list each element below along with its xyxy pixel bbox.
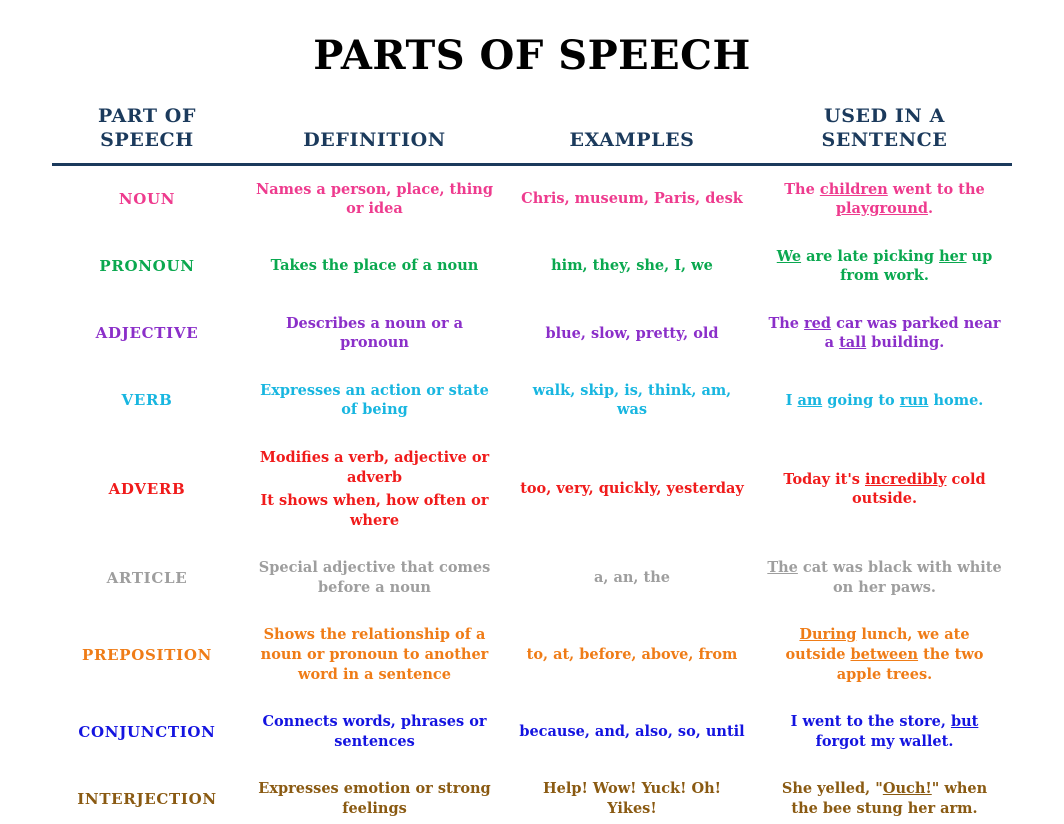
cell-part-of-speech: PREPOSITION (81, 645, 213, 664)
cell-examples: because, and, also, so, until (519, 722, 745, 740)
page-title: PARTS OF SPEECH (313, 32, 751, 79)
cell-definition: Describes a noun or a pronoun (285, 314, 464, 352)
table-row (52, 367, 1012, 434)
cell-used-in-a-sentence: The red car was parked near a tall building. (768, 314, 1001, 352)
cell-examples: him, they, she, I, we (551, 257, 713, 275)
cell-part-of-speech: ADVERB (108, 480, 186, 498)
cell-used-in-a-sentence: Today it's incredibly cold outside. (783, 470, 986, 508)
cell-definition: Special adjective that comes before a noun (258, 559, 491, 596)
table-row (52, 434, 1012, 544)
table-row (52, 611, 1012, 698)
column-header-used-in-a-sentence: USED IN A SENTENCE (821, 105, 948, 151)
column-header-examples: EXAMPLES (569, 128, 695, 151)
cell-examples: blue, slow, pretty, old (545, 324, 719, 342)
cell-definition: Connects words, phrases or sentences (262, 713, 487, 750)
table-body (52, 164, 1012, 824)
parts-of-speech-table (52, 101, 1012, 824)
cell-used-in-a-sentence: The children went to the playground. (784, 180, 985, 218)
worksheet-sheet (10, 6, 1054, 818)
cell-used-in-a-sentence: We are late picking her up from work. (776, 247, 993, 285)
cell-part-of-speech: ARTICLE (106, 568, 188, 587)
cell-used-in-a-sentence: The cat was black with white on her paws. (767, 559, 1002, 596)
column-header-part-of-speech: PART OF SPEECH (97, 105, 197, 151)
cell-examples: to, at, before, above, from (526, 645, 738, 663)
cell-used-in-a-sentence: She yelled, "Ouch!" when the bee stung her arm. (781, 780, 988, 817)
table-row (52, 698, 1012, 765)
cell-part-of-speech: INTERJECTION (77, 789, 217, 808)
cell-used-in-a-sentence: I went to the store, but forgot my wallet. (790, 713, 979, 750)
cell-used-in-a-sentence: I am going to run home. (785, 391, 984, 409)
cell-part-of-speech: NOUN (118, 189, 176, 208)
cell-definition: Expresses emotion or strong feelings (258, 780, 491, 817)
cell-examples: too, very, quickly, yesterday (520, 480, 744, 498)
cell-examples: Help! Wow! Yuck! Oh! Yikes! (542, 780, 722, 817)
cell-definition: Names a person, place, thing or idea (256, 180, 493, 218)
cell-examples: walk, skip, is, think, am, was (532, 381, 732, 419)
column-header-definition: DEFINITION (303, 128, 446, 151)
table-row (52, 544, 1012, 611)
cell-used-in-a-sentence: During lunch, we ate outside between the two apple trees. (785, 626, 984, 683)
table-row (52, 300, 1012, 367)
cell-definition: Modifies a verb, adjective or adverb It shows when, how often or where (259, 449, 490, 529)
cell-examples: Chris, museum, Paris, desk (521, 190, 743, 208)
cell-definition: Shows the relationship of a noun or pronoun to another word in a sentence (260, 626, 489, 683)
table-header-row (52, 101, 1012, 164)
table-header (52, 101, 1012, 164)
table-row (52, 233, 1012, 300)
table-row (52, 765, 1012, 824)
cell-part-of-speech: VERB (121, 391, 173, 410)
cell-part-of-speech: CONJUNCTION (78, 722, 216, 741)
cell-definition: Expresses an action or state of being (260, 381, 489, 419)
cell-examples: a, an, the (594, 569, 670, 587)
cell-definition: Takes the place of a noun (270, 257, 479, 275)
cell-part-of-speech: PRONOUN (99, 257, 195, 276)
table-row (52, 164, 1012, 233)
cell-part-of-speech: ADJECTIVE (95, 324, 199, 343)
